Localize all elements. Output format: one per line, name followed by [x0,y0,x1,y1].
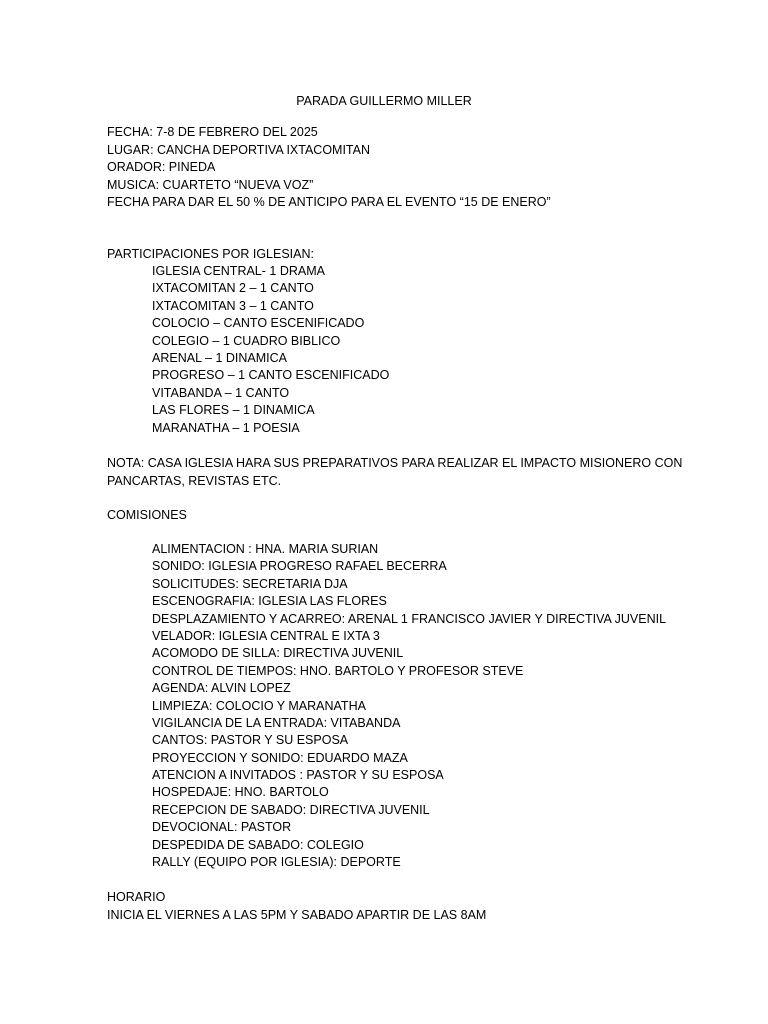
list-item-text: ESCENOGRAFIA: IGLESIA LAS FLORES [152,594,387,609]
participaciones-heading: PARTICIPACIONES POR IGLESIAN: [107,247,314,261]
list-item-text: CANTOS: PASTOR Y SU ESPOSA [152,733,349,748]
list-item-text: ARENAL – 1 DINAMICA [152,350,287,365]
horario-heading: HORARIO [107,890,166,904]
horario-text: INICIA EL VIERNES A LAS 5PM Y SABADO APARTIR DE LAS 8AM [107,907,487,922]
list-item-text: LAS FLORES – 1 DINAMICA [152,403,315,418]
list-item-text: RALLY (EQUIPO POR IGLESIA): DEPORTE [152,855,401,870]
list-item-text: DEVOCIONAL: PASTOR [152,820,292,835]
list-item-text: MARANATHA – 1 POESIA [152,420,300,435]
info-lugar: LUGAR: CANCHA DEPORTIVA IXTACOMITAN [107,142,371,157]
list-item-text: LIMPIEZA: COLOCIO Y MARANATHA [152,698,366,713]
list-item-text: DESPEDIDA DE SABADO: COLEGIO [152,837,364,852]
list-item-text: VITABANDA – 1 CANTO [152,385,290,400]
list-item-text: COLEGIO – 1 CUADRO BIBLICO [152,333,341,348]
list-item-text: HOSPEDAJE: HNO. BARTOLO [152,785,329,800]
list-item-text: VELADOR: IGLESIA CENTRAL E IXTA 3 [152,628,380,643]
list-item-text: COLOCIO – CANTO ESCENIFICADO [152,316,365,331]
info-musica: MUSICA: CUARTETO “NUEVA VOZ” [107,177,314,192]
list-item-text: ALIMENTACION : HNA. MARIA SURIAN [152,542,379,556]
list-item-text: IXTACOMITAN 3 – 1 CANTO [152,298,314,313]
info-fecha: FECHA: 7-8 DE FEBRERO DEL 2025 [107,125,318,139]
nota-line-1: NOTA: CASA IGLESIA HARA SUS PREPARATIVOS PARA REALIZAR EL IMPACTO MISIONERO CON [107,456,683,470]
list-item-text: DESPLAZAMIENTO Y ACARREO: ARENAL 1 FRANCISCO JAVIER Y DIRECTIVA JUVENIL [152,611,667,626]
list-item-text: IGLESIA CENTRAL- 1 DRAMA [152,264,325,278]
list-item-text: PROYECCION Y SONIDO: EDUARDO MAZA [152,750,408,765]
list-item-text: VIGILANCIA DE LA ENTRADA: VITABANDA [152,715,401,730]
info-orador: ORADOR: PINEDA [107,160,216,174]
list-item-text: SOLICITUDES: SECRETARIA DJA [152,576,348,591]
list-item-text: ACOMODO DE SILLA: DIRECTIVA JUVENIL [152,646,404,661]
document-title: PARADA GUILLERMO MILLER [296,94,472,108]
comisiones-heading: COMISIONES [107,508,187,522]
list-item-text: CONTROL DE TIEMPOS: HNO. BARTOLO Y PROFESOR STEVE [152,663,524,678]
info-anticipo: FECHA PARA DAR EL 50 % DE ANTICIPO PARA EL EVENTO “15 DE ENERO” [107,195,551,209]
nota-line-2: PANCARTAS, REVISTAS ETC. [107,473,282,488]
list-item-text: AGENDA: ALVIN LOPEZ [152,681,291,696]
list-item-text: SONIDO: IGLESIA PROGRESO RAFAEL BECERRA [152,559,447,574]
list-item-text: IXTACOMITAN 2 – 1 CANTO [152,281,314,296]
list-item-text: PROGRESO – 1 CANTO ESCENIFICADO [152,368,390,383]
list-item-text: ATENCION A INVITADOS : PASTOR Y SU ESPOSA [152,768,444,783]
list-item-text: RECEPCION DE SABADO: DIRECTIVA JUVENIL [152,802,430,817]
